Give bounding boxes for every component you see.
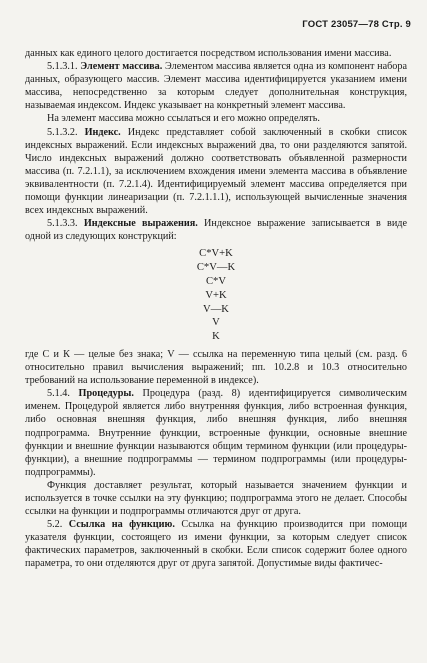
section-text: Элементом массива является одна из компонент набора данных, образующего массив. Элемент массива идентифицируется указанием имени массива, непосредственно за которым следует дополнительная конструкция, называемая индексом. Индекс указывает на конкретный элемент массива. [25,61,408,112]
paragraph-continued: данных как единого целого достигается посредством использования имени массива. [25,48,392,59]
section-5-1-3-3 [25,217,407,243]
section-title: Индексные выражения. [83,218,198,230]
paragraph: На элемент массива можно ссылаться и его можно определять. [47,113,320,125]
index-expression-forms [25,247,407,344]
section-5-1-3-2 [25,126,407,218]
section-5-1-4 [25,387,407,479]
section-number: 5.1.3.2. [47,126,78,138]
paragraph: Функция доставляет результат, который называется значением функции и используется в точке ссылки на эту функцию; подпрограмма этого не делает. Способы ссылки на функции и подпрограммы отличаются друг от друга. [25,479,407,518]
section-5-1-3-1 [25,60,407,112]
section-title: Индекс. [84,126,121,138]
paragraph: где С и К — целые без знака; V — ссылка на переменную типа целый (см. разд. 6 относительно правил вычисления выражений; пп. 10.2.8 и 10.3 относительно требований на использование переменной в индексе). [25,348,407,387]
section-text: Индексное выражение записывается в виде одной из следующих конструкций: [25,218,408,243]
formula: V [212,317,220,329]
section-text: Процедура (разд. 8) идентифицируется символическим именем. Процедурой является либо внутренняя функция, либо встроенная функция, либо основная внешняя функция, либо внешняя функция, либо внешняя подпрограмма. Внутренние функции, встроенные функции, основные внешние функции и внешние функции называются общим термином функции (или процедуры-функции), а внешние подпрограммы — термином подпрограммы (или процедуры-подпрограммы). [25,388,407,478]
formula: V+K [205,289,227,301]
section-title: Элемент массива. [80,61,163,73]
section-number: 5.1.3.3. [47,218,78,230]
section-title: Процедуры. [78,388,134,400]
section-number: 5.1.4. [47,388,70,400]
page-header: ГОСТ 23057—78 Стр. 9 [302,19,411,30]
section-number: 5.2. [47,519,63,531]
section-title: Ссылка на функцию. [68,519,175,531]
formula: K [212,331,220,343]
formula: C*V+K [199,248,233,260]
formula: C*V [205,276,226,287]
document-body [25,47,407,571]
formula: C*V—K [196,262,236,274]
formula: V—K [203,303,229,315]
section-text: Ссылка на функцию производится при помощи указателя функции, состоящего из имени функции, за которым следует список фактических параметров, заключенный в скобки. Если список содержит более одного параметра, то они отделяются друг от друга запятой. Допустимые виды фактичес- [25,519,408,570]
section-number: 5.1.3.1. [47,61,78,73]
section-text: Индекс представляет собой заключенный в скобки список индексных выражений. Если индексных выражений два, то они разделяются запятой. Число индексных выражений должно соответствовать объявленной размерности массива (п. 7.2.1.1), за исключением вхождения имени элемента массива в объявление эквивалентности (п. 7.2.1.4). Идентифицируемый элемент массива определяется при помощи функции линеаризации (п. 7.2.1.1.1), использующей вычисленные значения всех индексных выражений. [25,126,408,217]
section-5-2 [25,518,407,570]
